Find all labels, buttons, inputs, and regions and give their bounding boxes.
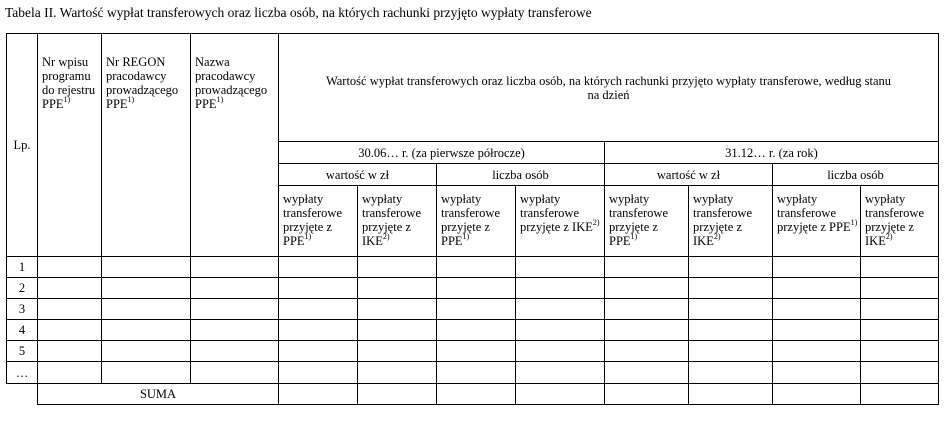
row-number: 2 (7, 278, 38, 299)
table-cell (38, 341, 102, 362)
subheader-ike-2: wypłaty transferowe przyjęte z IKE$^{2)}$ (516, 186, 605, 257)
table-cell (689, 257, 773, 278)
header-main: Wartość wypłat transferowych oraz liczba osób, na których rachunki przyjęto wypłaty transferowe, według stanu na dzień (279, 34, 939, 142)
table-cell (102, 341, 191, 362)
table-cell (437, 320, 516, 341)
table-cell (358, 341, 437, 362)
table-cell (516, 320, 605, 341)
table-cell (516, 341, 605, 362)
table-cell (38, 257, 102, 278)
table-cell (279, 278, 358, 299)
table-cell (191, 257, 279, 278)
sum-cell (861, 384, 939, 405)
table-cell (102, 320, 191, 341)
table-cell (279, 320, 358, 341)
row-number: 4 (7, 320, 38, 341)
sum-label: SUMA (38, 384, 279, 405)
sum-cell (689, 384, 773, 405)
sum-cell (437, 384, 516, 405)
table-cell (102, 362, 191, 384)
table-cell (773, 257, 861, 278)
header-wartosc-1: wartość w zł (279, 164, 437, 186)
table-cell (861, 278, 939, 299)
table-row (7, 320, 939, 341)
table-cell (191, 299, 279, 320)
table-cell (102, 299, 191, 320)
table-cell (689, 341, 773, 362)
table-cell (191, 278, 279, 299)
table-cell (358, 320, 437, 341)
table-cell (861, 299, 939, 320)
row-number: … (7, 362, 38, 384)
header-liczba-2: liczba osób (773, 164, 939, 186)
table-cell (605, 257, 689, 278)
transfer-payments-table (6, 33, 939, 405)
sum-row (7, 384, 939, 405)
table-cell (437, 299, 516, 320)
table-cell (191, 362, 279, 384)
subheader-ppe-3: wypłaty transferowe przyjęte z PPE$^{1)}$ (605, 186, 689, 257)
header-lp: Lp. (7, 34, 38, 257)
table-cell (38, 278, 102, 299)
table-cell (516, 257, 605, 278)
table-cell (605, 320, 689, 341)
row-number: 3 (7, 299, 38, 320)
table-cell (191, 320, 279, 341)
table-cell (689, 278, 773, 299)
table-cell (279, 257, 358, 278)
table-cell (689, 320, 773, 341)
table-cell (437, 257, 516, 278)
table-cell (605, 341, 689, 362)
table-caption: Tabela II. Wartość wypłat transferowych oraz liczba osób, na których rachunki przyjęto wypłaty transferowe (5, 5, 592, 20)
sum-cell (773, 384, 861, 405)
table-row (7, 257, 939, 278)
table-cell (516, 299, 605, 320)
table-row (7, 362, 939, 384)
table-cell (279, 362, 358, 384)
header-regon: Nr REGON pracodawcy prowadzącego PPE$^{1)}$ (102, 34, 191, 257)
sum-cell (605, 384, 689, 405)
header-nr-wpisu: Nr wpisu programu do rejestru PPE$^{1)}$ (38, 34, 102, 257)
table-cell (605, 299, 689, 320)
subheader-ike-4: wypłaty transferowe przyjęte z IKE$^{2)}$ (861, 186, 939, 257)
table-cell (437, 362, 516, 384)
subheader-ike-3: wypłaty transferowe przyjęte z IKE$^{2)}$ (689, 186, 773, 257)
table-cell (38, 320, 102, 341)
table-cell (773, 362, 861, 384)
sum-cell (358, 384, 437, 405)
table-cell (279, 299, 358, 320)
subheader-ike-1: wypłaty transferowe przyjęte z IKE$^{2)}$ (358, 186, 437, 257)
table-cell (358, 299, 437, 320)
sum-cell (279, 384, 358, 405)
table-cell (102, 278, 191, 299)
row-number: 5 (7, 341, 38, 362)
table-cell (358, 362, 437, 384)
table-row (7, 299, 939, 320)
row-number: 1 (7, 257, 38, 278)
table-cell (358, 278, 437, 299)
table-row (7, 341, 939, 362)
table-cell (861, 341, 939, 362)
table-cell (38, 299, 102, 320)
table-cell (773, 278, 861, 299)
table-cell (437, 341, 516, 362)
header-nazwa: Nazwa pracodawcy prowadzącego PPE$^{1)}$ (191, 34, 279, 257)
table-cell (773, 299, 861, 320)
table-cell (279, 341, 358, 362)
subheader-ppe-2: wypłaty transferowe przyjęte z PPE$^{1)}$ (437, 186, 516, 257)
table-cell (358, 257, 437, 278)
blank-cell (7, 384, 38, 405)
table-cell (437, 278, 516, 299)
table-cell (689, 299, 773, 320)
subheader-ppe-4: wypłaty transferowe przyjęte z PPE$^{1)}$ (773, 186, 861, 257)
header-period-half-year: 30.06… r. (za pierwsze półrocze) (279, 142, 605, 164)
header-liczba-1: liczba osób (437, 164, 605, 186)
sum-cell (516, 384, 605, 405)
subheader-ppe-1: wypłaty transferowe przyjęte z PPE$^{1)}$ (279, 186, 358, 257)
table-cell (861, 362, 939, 384)
table-cell (861, 257, 939, 278)
table-cell (605, 278, 689, 299)
table-cell (191, 341, 279, 362)
table-cell (605, 362, 689, 384)
table-cell (38, 362, 102, 384)
table-cell (861, 320, 939, 341)
table-cell (773, 341, 861, 362)
table-cell (516, 278, 605, 299)
table-row (7, 278, 939, 299)
header-wartosc-2: wartość w zł (605, 164, 773, 186)
table-cell (689, 362, 773, 384)
header-period-year: 31.12… r. (za rok) (605, 142, 939, 164)
table-cell (773, 320, 861, 341)
table-cell (102, 257, 191, 278)
table-cell (516, 362, 605, 384)
